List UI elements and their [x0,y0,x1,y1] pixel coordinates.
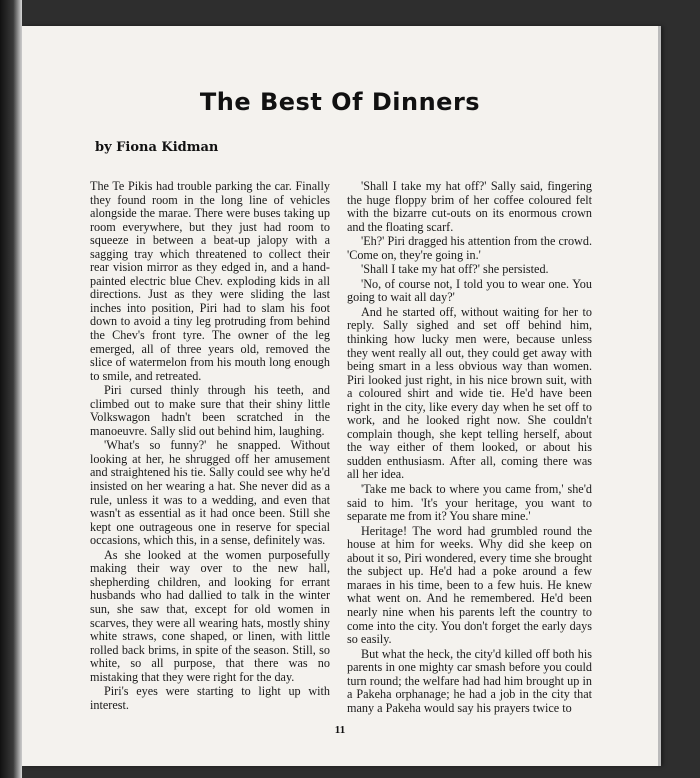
paragraph: 'Take me back to where you came from,' she'd said to him. 'It's your heritage, you want to separate me from it? You share mine.' [347,482,592,524]
paragraph: 'Shall I take my hat off?' Sally said, fingering the huge floppy brim of her coffee coloured felt with the bizarre cut-outs on its enormous crown and the floating scarf. [347,179,592,234]
article-title: The Best Of Dinners [199,88,481,116]
paragraph: Piri's eyes were starting to light up with interest. [90,684,330,712]
magazine-page [22,26,661,766]
paragraph: Heritage! The word had grumbled round the house at him for weeks. Why did she keep on about it so, Piri wondered, every time she brought the subject up. He'd had a poke around a few maraes in his time, been to a few huis. He knew what went on. And he remembered. He'd been nearly nine when his parents left the country to come into the city. You don't forget the early days so easily. [347,523,592,647]
paragraph: 'No, of course not, I told you to wear one. You going to wait all day?' [347,276,592,305]
paragraph: Piri cursed thinly through his teeth, and climbed out to make sure that their shiny little Volkswagon hadn't been scratched in the manoeuvre. Sally slid out behind him, laughing. [90,383,330,438]
article-byline: by Fiona Kidman [95,140,219,155]
book-spine [0,0,22,778]
paragraph: 'Shall I take my hat off?' she persisted. [361,262,549,277]
paragraph: 'Eh?' Piri dragged his attention from the crowd. 'Come on, they're going in.' [347,234,592,262]
page-number: 11 [334,724,346,736]
paragraph: 'What's so funny?' he snapped. Without looking at her, he shrugged off her amusement and straightened his tie. Sally could see why he'd insisted on her wearing a hat. She never did as a rule, unless it was to a wedding, and even that wasn't as essential as it had once been. Still she kept one outrageous one in reserve for special occasions, which this, in a sense, definitely was. [90,438,330,548]
left-column [90,180,330,712]
paragraph: And he started off, without waiting for her to reply. Sally sighed and set off behind him, thinking how lucky men were, because unless they went really all out, they could get away with being smart in a less obvious way than women. Piri looked just right, in his nice brown suit, with a coloured shirt and wide tie. He'd have been right in the city, like every day when he set off to work, and he looked right now. She couldn't complain though, she kept telling herself, about the way either of them looked, or about his sudden enthusiasm. After all, coming there was all her idea. [347,304,592,482]
paragraph: But what the heck, the city'd killed off both his parents in one mighty car smash before you could turn round; the welfare had had him brought up in a Pakeha orphanage; he had a job in the city that many a Pakeha would say his prayers twice to [347,646,592,715]
paragraph: As she looked at the women purposefully making their way over to the new hall, shepherding children, and looking for errant husbands who had dallied to talk in the winter sun, she saw that, except for old women in scarves, they were all wearing hats, mostly shiny white straws, cone shaped, or linen, with little rolled back brims, in spite of the season. Still, so white, so all purpose, that there was no mistaking that they were right for the day. [90,547,330,684]
paragraph: The Te Pikis had trouble parking the car. Finally they found room in the long line of vehicles alongside the marae. There were buses taking up room everywhere, but they just had room to squeeze in between a beat-up jalopy with a sagging tray which threatened to collect their rear vision mirror as they edged in, and a hand-painted electric blue Chev. exploding kids in all directions. Just as they were sliding the last inches into position, Piri had to slam his foot down to avoid a tiny leg protruding from behind the Chev's front tyre. The owner of the leg emerged, all of three years old, removed the slice of watermelon from his mouth long enough to smile, and retreated. [90,179,330,383]
right-column [347,180,592,715]
